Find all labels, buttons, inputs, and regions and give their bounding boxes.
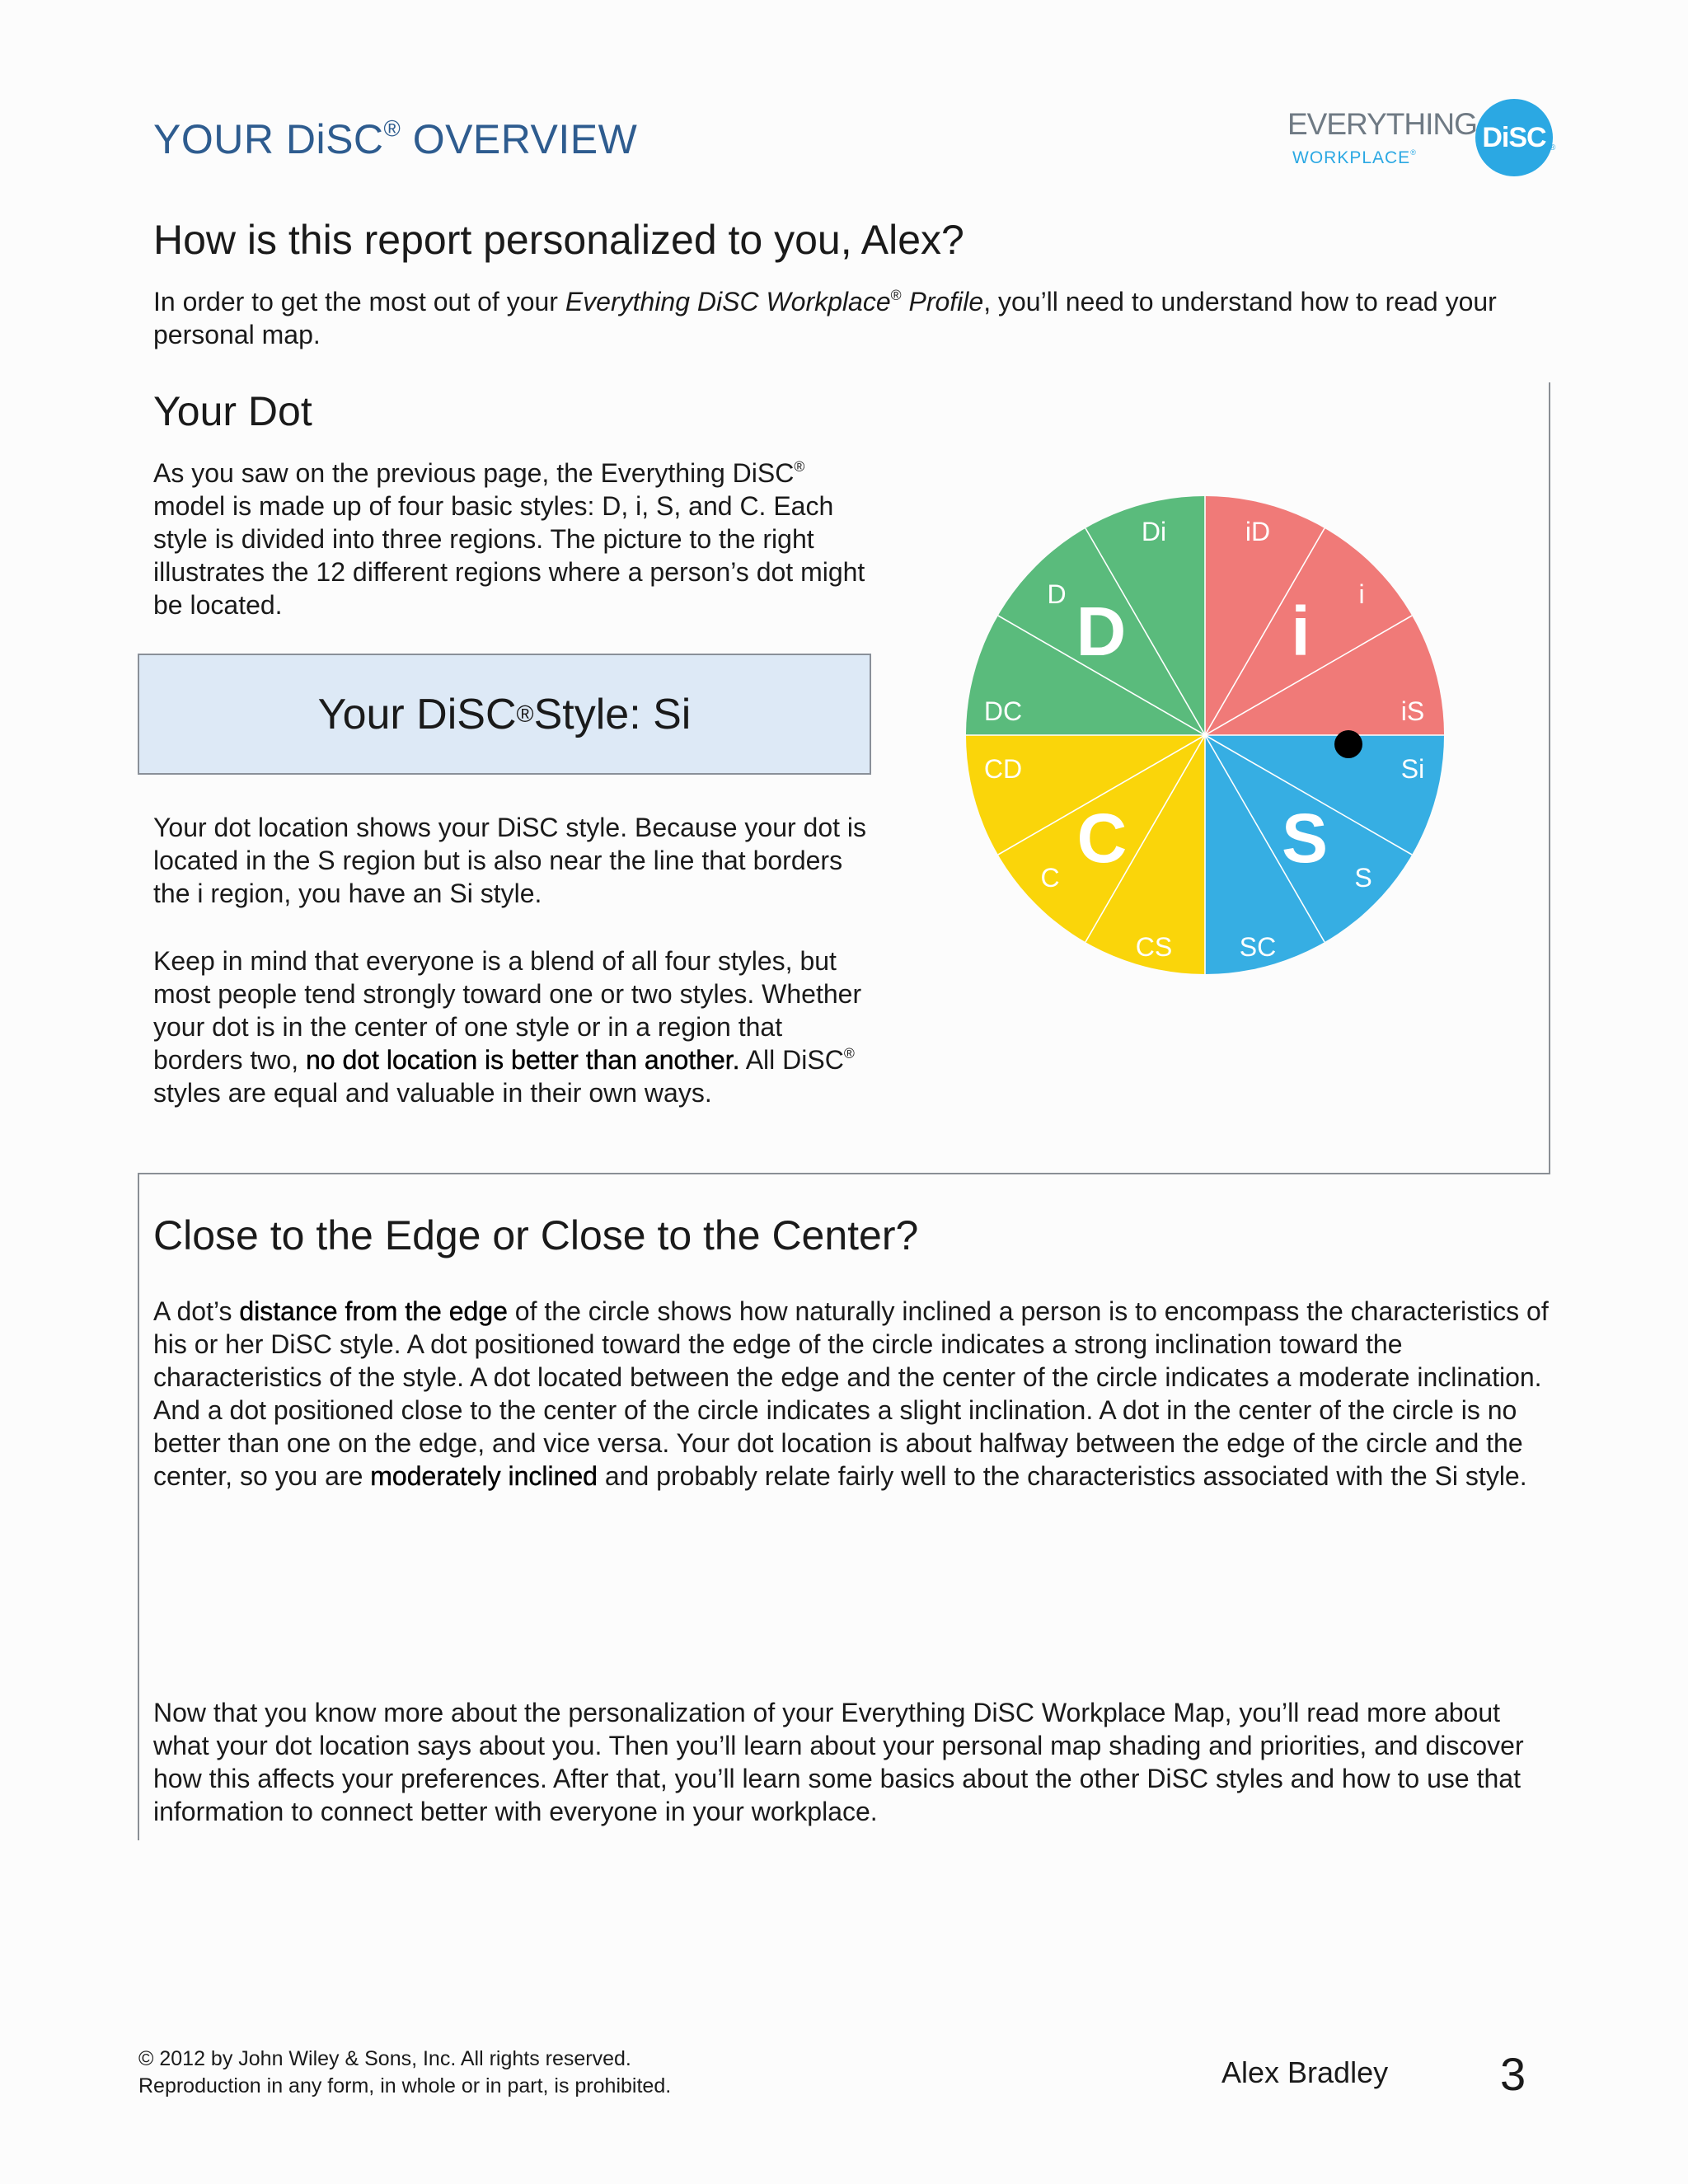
blend-paragraph: Keep in mind that everyone is a blend of all four styles, but most people tend strongly toward one or two styles. Whether your dot is in the center of one style or in a region that borders two, no dot location is better than another. All DiSC® styles are equal and valuable in their own ways. (153, 946, 862, 1108)
reproduction-line: Reproduction in any form, in whole or in part, is prohibited. (138, 2074, 672, 2097)
page-title: YOUR DiSC® OVERVIEW (153, 115, 638, 162)
region-label-cs: CS (1135, 932, 1173, 962)
big-label-s: S (1281, 799, 1329, 877)
big-label-d: D (1076, 593, 1127, 670)
frame-line-divider (138, 1173, 1550, 1174)
footer-copyright (138, 2046, 671, 2100)
logo-workplace-text: WORKPLACE® (1292, 148, 1417, 167)
region-label-sc: SC (1239, 932, 1277, 962)
big-label-c: C (1076, 799, 1128, 877)
intro-paragraph: In order to get the most out of your Everything DiSC Workplace® Profile, you’ll need to understand how to read your personal map. (153, 286, 1497, 349)
frame-line-top-right (1549, 382, 1550, 1174)
edge-heading: Close to the Edge or Close to the Center? (153, 1212, 919, 1258)
copyright-line: © 2012 by John Wiley & Sons, Inc. All rights reserved. (138, 2047, 631, 2070)
logo-everything-text: EVERYTHING (1287, 107, 1477, 141)
big-label-i: i (1291, 593, 1311, 670)
region-label-cd: CD (983, 754, 1023, 784)
region-label-d: D (1047, 579, 1067, 609)
personalized-heading: How is this report personalized to you, Alex? (153, 217, 964, 263)
frame-line-left (138, 1173, 139, 1840)
region-label-is: iS (1400, 696, 1425, 726)
region-label-c: C (1040, 863, 1060, 893)
personal-dot (1334, 730, 1362, 758)
disc-style-box: Your DiSC ® Style: Si (138, 654, 871, 775)
everything-disc-logo (1287, 99, 1559, 173)
region-label-i: i (1358, 579, 1365, 609)
region-label-di: Di (1141, 517, 1167, 546)
your-dot-heading: Your Dot (153, 388, 312, 434)
dot-location-paragraph: Your dot location shows your DiSC style. Because your dot is located in the S region but is also near the line that borders the i region, you have an Si style. (153, 813, 867, 908)
region-label-dc: DC (983, 696, 1023, 726)
next-steps-paragraph: Now that you know more about the personalization of your Everything DiSC Workplace Map, you’ll read more about what your dot location says about you. Then you’ll learn about your personal map shading and priorities, and discover how this affects your preferences. After that, you’ll learn some basics about the other DiSC styles and how to use that information to connect better with everyone in your workplace. (153, 1698, 1524, 1826)
region-label-si: Si (1400, 754, 1425, 784)
region-label-id: iD (1245, 517, 1271, 546)
logo-registered-mark: ® (1550, 143, 1556, 152)
footer-person-name: Alex Bradley (1221, 2055, 1389, 2089)
your-dot-intro: As you saw on the previous page, the Everything DiSC® model is made up of four basic styles: D, i, S, and C. Each style is divided into three regions. The picture to the right illustrates the 12 different regions where a person’s dot might be located. (153, 457, 865, 620)
region-label-s: S (1354, 863, 1372, 893)
page-number: 3 (1500, 2048, 1526, 2100)
edge-paragraph: A dot’s distance from the edge of the circle shows how naturally inclined a person is to encompass the characteristics of his or her DiSC style. A dot positioned toward the edge of the circle indicates a strong inclination toward the characteristics of the style. A dot located between the edge and the center of the circle indicates a moderate inclination. And a dot positioned close to the center of the circle indicates a slight inclination. A dot in the center of the circle is no better than one on the edge, and vice versa. Your dot location is about halfway between the edge of the circle and the center, so you are moderately inclined and probably relate fairly well to the characteristics associated with the Si style. (153, 1296, 1549, 1491)
logo-disc-circle: DiSC (1475, 99, 1553, 176)
disc-wheel (964, 494, 1446, 976)
